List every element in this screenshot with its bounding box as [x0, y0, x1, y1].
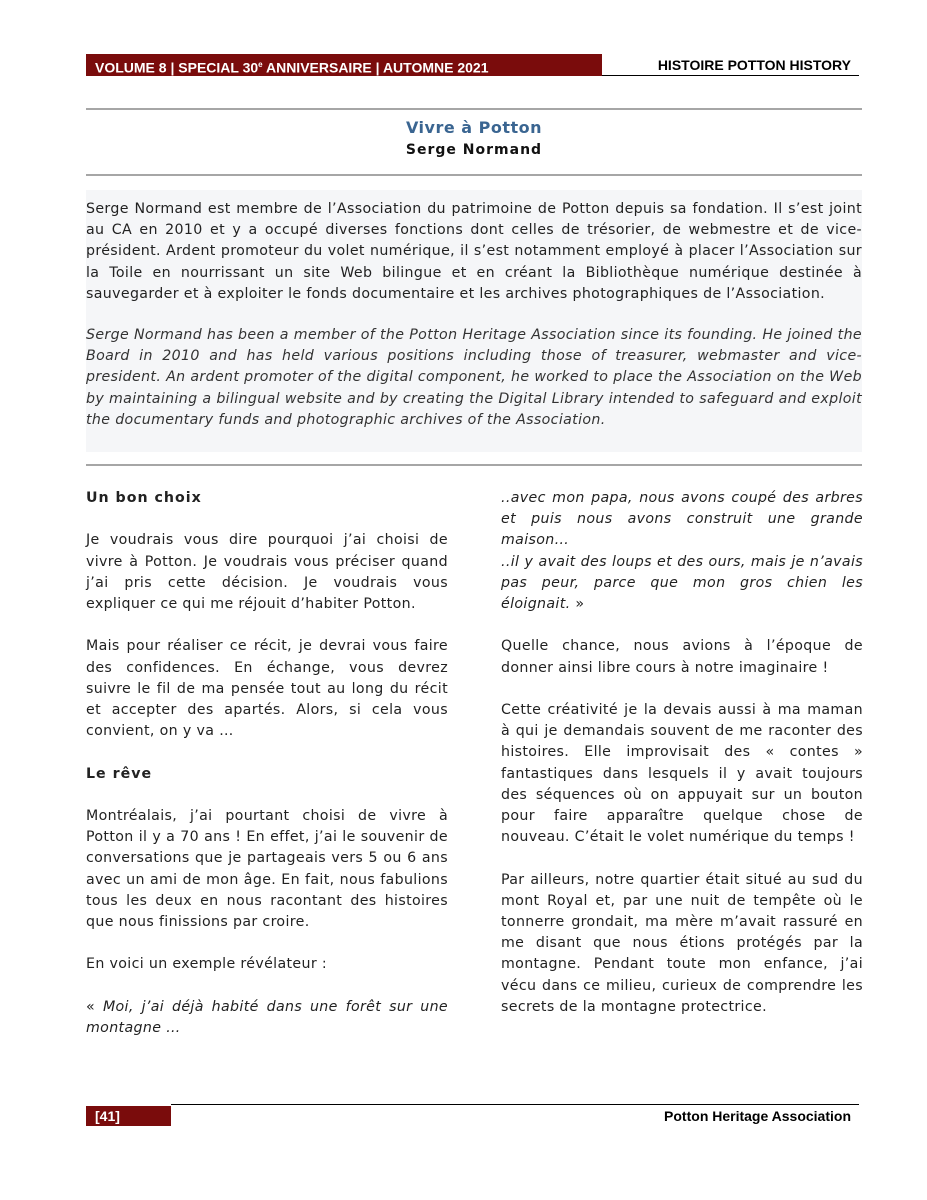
title-top-rule — [86, 108, 862, 110]
quote-text: ..il y avait des loups et des ours, mais je n’avais pas peur, parce que mon gros chien les éloignait. — [501, 553, 863, 613]
article-title: Vivre à Potton — [405, 118, 543, 137]
title-bottom-rule — [86, 174, 862, 176]
header-volume-rest: ANNIVERSAIRE | AUTOMNE 2021 — [262, 59, 489, 76]
header-publication-title: HISTOIRE POTTON HISTORY — [657, 57, 851, 73]
header-volume-superscript: e — [258, 60, 263, 69]
quote-close-mark: » — [570, 596, 585, 613]
left-column — [86, 488, 448, 1039]
quote-text: Moi, j’ai déjà habité dans une forêt sur une montagne … — [86, 998, 448, 1036]
page-number: [41] — [86, 1106, 171, 1126]
quote-paragraph — [86, 997, 448, 1039]
paragraph: Montréalais, j’ai pourtant choisi de vivre à Potton il y a 70 ans ! En effet, j’ai le souvenir de conversations que je partageais vers 5 ou 6 ans avec un ami de mon âge. En fait, nous fabulions tous les deux en nous racontant des histoires que nous finissions par croire. — [86, 807, 448, 930]
header-underline — [602, 75, 859, 76]
footer-organization: Potton Heritage Association — [664, 1108, 851, 1124]
right-column — [501, 488, 863, 1039]
quote-text: ..avec mon papa, nous avons coupé des arbres et puis nous avons construit une grande maison… — [501, 490, 863, 549]
section-heading-le-reve: Le rêve — [86, 765, 153, 782]
section-heading-un-bon-choix: Un bon choix — [86, 490, 202, 506]
bio-bottom-rule — [86, 464, 862, 466]
paragraph: Je voudrais vous dire pourquoi j’ai choisi de vivre à Potton. Je voudrais vous préciser quand j’ai pris cette décision. Je voudrais vous expliquer ce qui me réjouit d’habiter Potton. — [86, 532, 448, 612]
paragraph: Quelle chance, nous avions à l’époque de donner ainsi libre cours à notre imaginaire ! — [501, 638, 863, 676]
header-volume-label: VOLUME 8 | SPECIAL 30 — [95, 59, 259, 76]
author-bio-box — [86, 190, 862, 452]
bio-english: Serge Normand has been a member of the Potton Heritage Association since its founding. He joined the Board in 2010 and has held various positions including those of treasurer, webmaster and vice-president. An ardent promoter of the digital component, he worked to place the Association on the Web by maintaining a bilingual website and by creating the Digital Library intended to safeguard and exploit the documentary funds and photographic archives of the Association. — [86, 327, 862, 428]
article-author: Serge Normand — [405, 142, 543, 158]
paragraph: Par ailleurs, notre quartier était situé au sud du mont Royal et, par une nuit de tempête où le tonnerre grondait, ma mère m’avait rassuré en me disant que nous étions protégés par la montagne. Pendant toute mon enfance, j’ai vécu dans ce milieu, curieux de comprendre les secrets de la montagne protectrice. — [501, 871, 863, 1015]
quote-open-mark: « — [86, 998, 103, 1015]
header-volume-banner — [86, 54, 602, 76]
footer-rule — [171, 1104, 859, 1105]
bio-french: Serge Normand est membre de l’Association du patrimoine de Potton depuis sa fondation. Il s’est joint au CA en 2010 et y a occupé diverses fonctions dont celles de trésorier, de webmestre et de vice-président. Ardent promoteur du volet numérique, il s’est notamment employé à placer l’Association sur la Toile en nourrissant un site Web bilingue et en créant la Bibliothèque numérique destinée à sauvegarder et à exploiter le fonds documentaire et les archives photographiques de l’Association. — [86, 201, 862, 302]
paragraph: Cette créativité je la devais aussi à ma maman à qui je demandais souvent de me raconter des histoires. Elle improvisait des « contes » fantastiques dans lesquels il y avait toujours des séquences où on appuyait sur un bouton pour faire apparaître quelque chose de nouveau. C’était le volet numérique du temps ! — [501, 702, 863, 846]
quote-paragraph — [501, 552, 863, 616]
paragraph: En voici un exemple révélateur : — [86, 956, 328, 973]
paragraph: Mais pour réaliser ce récit, je devrai vous faire des confidences. En échange, vous devrez suivre le fil de ma pensée tout au long du récit et accepter des apartés. Alors, si cela vous convient, on y va … — [86, 638, 448, 740]
